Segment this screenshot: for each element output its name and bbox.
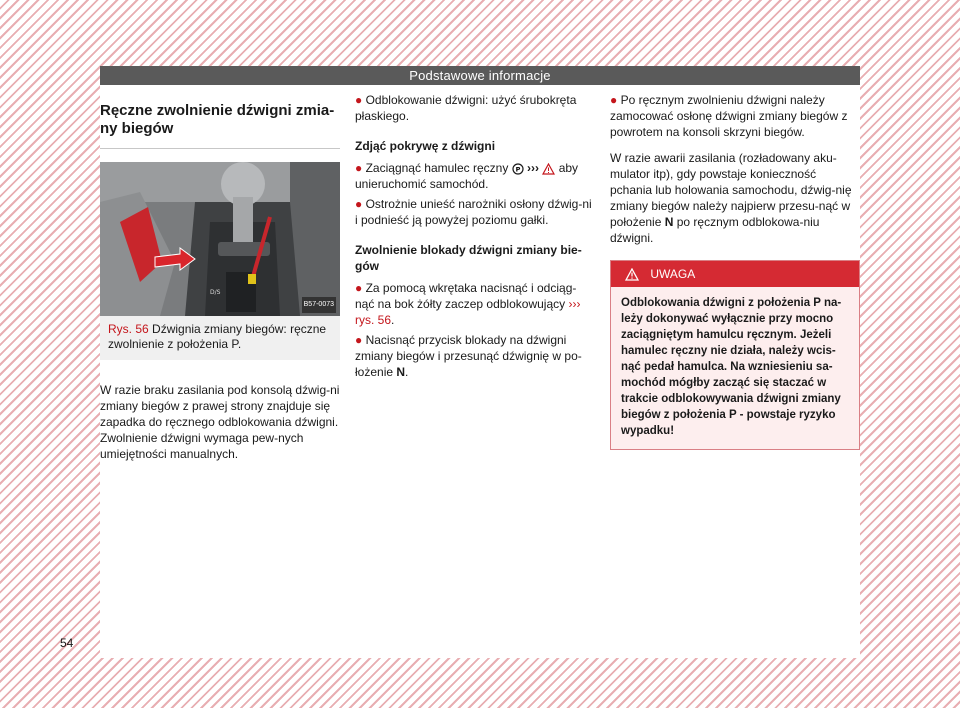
- warning-triangle-icon: [542, 163, 555, 175]
- bullet-icon: ●: [355, 281, 363, 295]
- column-left: [100, 92, 340, 472]
- bullet-icon: ●: [355, 93, 363, 107]
- figure-reference-link[interactable]: ››› rys. 56: [355, 297, 581, 327]
- bullet-icon: ●: [610, 93, 618, 107]
- column-middle: [355, 92, 595, 390]
- page-number: 54: [60, 636, 74, 650]
- cross-reference-arrow[interactable]: ›››: [527, 161, 540, 175]
- list-item-text: Zaciągnąć hamulec ręczny: [365, 161, 509, 175]
- list-item: [355, 280, 595, 328]
- list-item: [355, 92, 595, 124]
- list-item-text: Po ręcznym zwolnieniu dźwigni należy zamocować osłonę dźwigni zmiany biegów z powrotem na konsoli skrzyni biegów.: [610, 93, 848, 139]
- body-paragraph: [610, 150, 860, 246]
- list-item: [355, 196, 595, 228]
- gear-lever-illustration: [100, 162, 340, 316]
- warning-box: [610, 260, 860, 450]
- list-item-text: .: [405, 365, 409, 379]
- warning-text: Odblokowania dźwigni z położenia P na-leży dokonywać wyłącznie przy mocno zaciągniętym hamulcu ręcznym. Jeżeli hamulec ręczny nie działa, należy wcis-nąć pedał hamulca. Na wzniesieniu sa-mochód mógłby zacząć się staczać w trakcie odblokowywania dźwigni zmiany biegów z położenia P - powstaje ryzyko wypadku!: [611, 287, 859, 449]
- subheading: Zwolnienie blokady dźwigni zmiany bie-gów: [355, 243, 582, 273]
- body-paragraph: W razie braku zasilania pod konsolą dźwig-ni zmiany biegów z prawej strony znajduje się zapadka do ręcznego odblokowania dźwigni. Zwolnienie dźwigni wymaga pew-nych umiejętności manualnych.: [100, 383, 340, 461]
- figure-caption: [100, 316, 340, 360]
- subheading: Zdjąć pokrywę z dźwigni: [355, 139, 496, 153]
- manual-page: [60, 66, 860, 658]
- warning-title: UWAGA: [650, 267, 696, 281]
- bullet-icon: ●: [355, 333, 363, 347]
- list-item: [355, 332, 595, 380]
- column-right: [610, 92, 860, 450]
- bullet-icon: ●: [355, 161, 363, 175]
- list-item: [610, 92, 860, 140]
- list-item-text: .: [391, 313, 395, 327]
- gear-position-label: N: [664, 215, 674, 229]
- figure-gear-lever: [100, 162, 340, 316]
- list-item-text: Za pomocą wkrętaka nacisnąć i odciąg-nąć na bok żółty zaczep odblokowujący: [355, 281, 577, 311]
- list-item-text: Ostrożnie unieść narożniki osłony dźwig-ni i podnieść ją powyżej poziomu gałki.: [355, 197, 592, 227]
- list-item-text: Nacisnąć przycisk blokady na dźwigni zmiany biegów i przesunąć dźwignię w po-łożenie: [355, 333, 582, 379]
- section-title: Ręczne zwolnienie dźwigni zmia-ny biegów: [100, 102, 340, 149]
- caption-label: Rys. 56: [108, 322, 149, 336]
- figure-code: B57-0073: [302, 297, 336, 313]
- list-item: [355, 160, 595, 192]
- warning-header: [611, 261, 859, 287]
- paragraph-text: W razie awarii zasilania (rozładowany aku-mulator itp), gdy powstaje konieczność pchania lub holowania samochodu, dźwig-nię zmiany biegów należy najpierw przesu-nąć w położenie: [610, 151, 852, 229]
- gear-position-label: N: [396, 365, 406, 379]
- list-item-text: aby unieruchomić samochód.: [355, 161, 579, 191]
- svg-text:D/S: D/S: [210, 289, 221, 296]
- warning-triangle-icon: [625, 268, 639, 281]
- list-item-text: Odblokowanie dźwigni: użyć śrubokręta płaskiego.: [355, 93, 577, 123]
- parking-brake-icon: [512, 163, 524, 175]
- caption-text: Dźwignia zmiany biegów: ręczne zwolnienie z położenia P.: [108, 322, 327, 351]
- page-header: Podstawowe informacje: [100, 66, 860, 85]
- svg-text:P: P: [515, 165, 521, 174]
- paragraph-text: po ręcznym odblokowa-niu dźwigni.: [610, 215, 820, 245]
- bullet-icon: ●: [355, 197, 363, 211]
